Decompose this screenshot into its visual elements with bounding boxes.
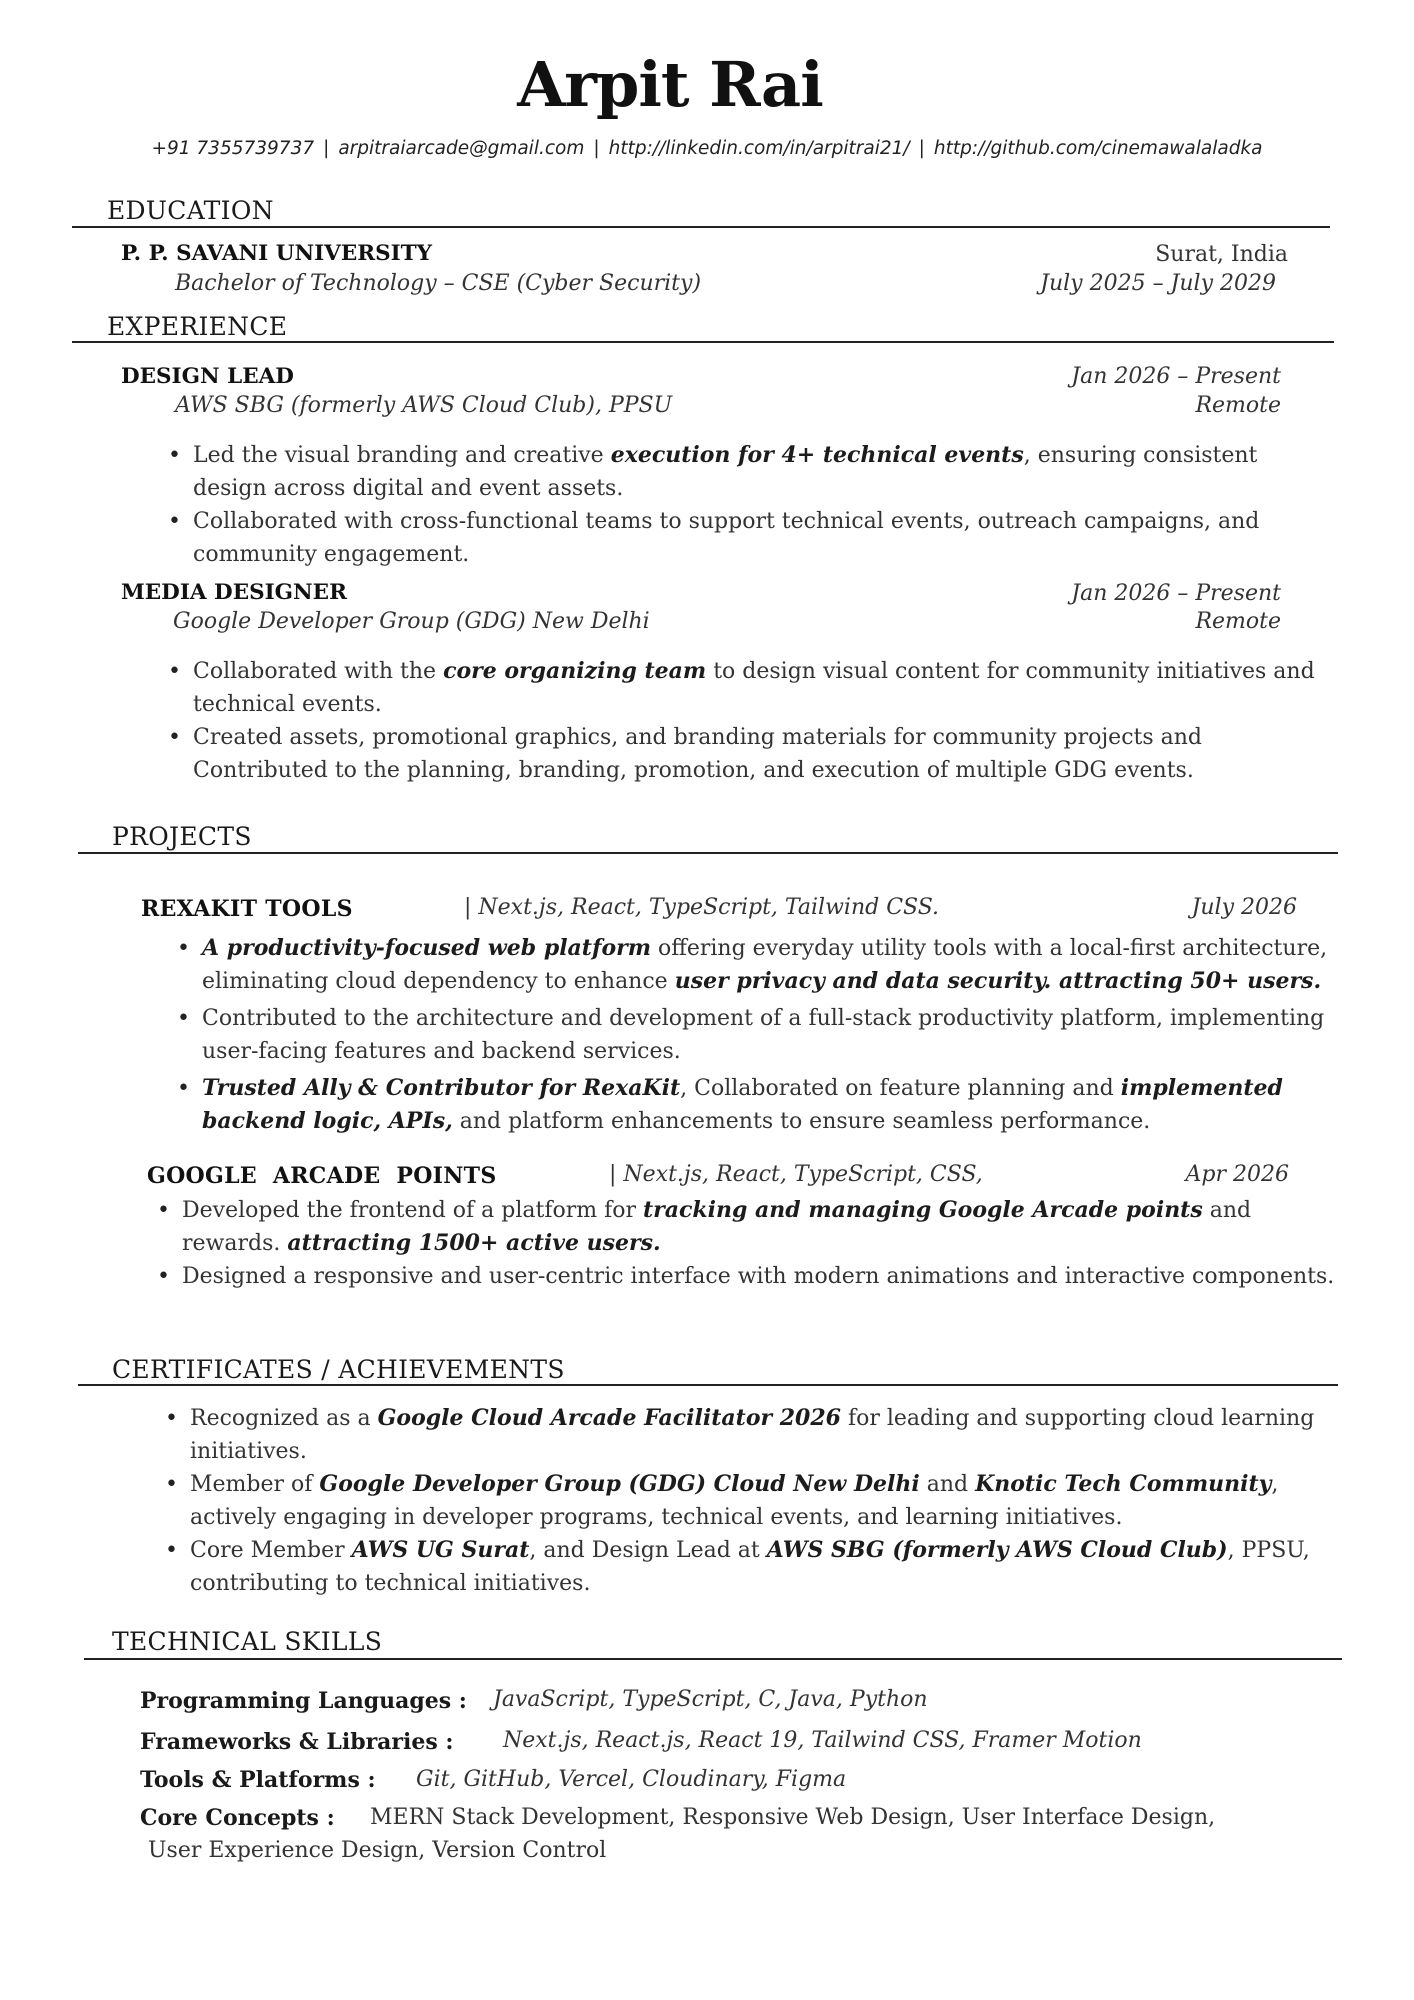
list-item: • Designed a responsive and user-centric interface with modern animations and interactive components. <box>151 1260 1341 1293</box>
contact-line <box>0 138 1414 159</box>
project-date: July 2026 <box>1191 895 1297 920</box>
section-heading-skills: TECHNICAL SKILLS <box>112 1627 383 1656</box>
separator: | <box>593 138 600 159</box>
list-item: • A productivity-focused web platform offering everyday utility tools with a local-first architecture, eliminating cloud dependency to enhance user privacy and data security. attracting 50+ users. <box>171 932 1386 998</box>
separator: | <box>918 138 925 159</box>
skill-label-languages: Programming Languages : <box>140 1688 467 1714</box>
separator: | <box>323 138 330 159</box>
education-dates: July 2025 – July 2029 <box>1040 271 1276 296</box>
section-divider <box>84 1658 1342 1660</box>
job-mode: Remote <box>1195 609 1281 634</box>
section-heading-education: EDUCATION <box>107 196 274 225</box>
resume-name: Arpit Rai <box>517 48 823 121</box>
project-date: Apr 2026 <box>1185 1162 1289 1187</box>
list-item: • Developed the frontend of a platform for tracking and managing Google Arcade points and rewards. attracting 1500+ active users. <box>151 1194 1341 1260</box>
job-dates: Jan 2026 – Present <box>1071 581 1281 606</box>
section-divider <box>72 341 1334 343</box>
phone: +91 7355739737 <box>151 138 315 159</box>
project-title: GOOGLE ARCADE POINTS <box>147 1163 497 1189</box>
project-title: REXAKIT TOOLS <box>141 896 353 922</box>
linkedin-link[interactable]: http://linkedin.com/in/arpitrai21/ <box>608 138 910 159</box>
section-heading-certificates: CERTIFICATES / ACHIEVEMENTS <box>112 1355 565 1384</box>
section-divider <box>78 1384 1338 1386</box>
skill-label-frameworks: Frameworks & Libraries : <box>140 1729 454 1755</box>
list-item: • Created assets, promotional graphics, and branding materials for community projects and Contributed to the planning, branding, promotion, and execution of multiple GDG events. <box>162 721 1334 787</box>
section-heading-experience: EXPERIENCE <box>107 312 288 341</box>
section-divider <box>78 852 1338 854</box>
github-link[interactable]: http://github.com/cinemawalaladka <box>933 138 1263 159</box>
project-bullets <box>171 932 1386 1138</box>
list-item: • Collaborated with cross-functional teams to support technical events, outreach campaigns, and community engagement. <box>162 505 1332 571</box>
job-dates: Jan 2026 – Present <box>1071 364 1281 389</box>
list-item: • Member of Google Developer Group (GDG) Cloud New Delhi and Knotic Tech Community, actively engaging in developer programs, technical events, and learning initiatives. <box>159 1468 1339 1534</box>
skill-value-concepts-continued: User Experience Design, Version Control <box>148 1838 607 1863</box>
section-divider <box>72 226 1330 228</box>
skill-label-concepts: Core Concepts : <box>140 1805 335 1831</box>
certificate-bullets <box>159 1402 1339 1600</box>
skill-label-tools: Tools & Platforms : <box>140 1767 376 1793</box>
job-organization: AWS SBG (formerly AWS Cloud Club), PPSU <box>175 393 673 418</box>
project-bullets <box>151 1194 1341 1293</box>
list-item: • Recognized as a Google Cloud Arcade Facilitator 2026 for leading and supporting cloud learning initiatives. <box>159 1402 1339 1468</box>
project-tech-stack: | Next.js, React, TypeScript, CSS, <box>609 1162 983 1187</box>
email-link[interactable]: arpitraiarcade@gmail.com <box>338 138 585 159</box>
section-heading-projects: PROJECTS <box>112 822 252 851</box>
skill-value-concepts: MERN Stack Development, Responsive Web Design, User Interface Design, <box>370 1805 1216 1830</box>
school-name: P. P. SAVANI UNIVERSITY <box>121 241 433 266</box>
list-item: • Collaborated with the core organizing team to design visual content for community initiatives and technical events. <box>162 655 1334 721</box>
list-item: • Contributed to the architecture and development of a full-stack productivity platform, implementing user-facing features and backend services. <box>171 1002 1386 1068</box>
skill-value-frameworks: Next.js, React.js, React 19, Tailwind CSS, Framer Motion <box>503 1728 1142 1753</box>
school-location: Surat, India <box>1155 242 1288 267</box>
skill-value-tools: Git, GitHub, Vercel, Cloudinary, Figma <box>416 1767 847 1792</box>
job-title: MEDIA DESIGNER <box>121 580 347 605</box>
job-organization: Google Developer Group (GDG) New Delhi <box>173 609 650 634</box>
list-item: • Core Member AWS UG Surat, and Design Lead at AWS SBG (formerly AWS Cloud Club), PPSU, contributing to technical initiatives. <box>159 1534 1339 1600</box>
project-tech-stack: | Next.js, React, TypeScript, Tailwind CSS. <box>464 895 939 920</box>
job-bullets <box>162 655 1334 787</box>
job-title: DESIGN LEAD <box>121 364 294 389</box>
job-bullets <box>162 439 1332 571</box>
list-item: • Trusted Ally & Contributor for RexaKit, Collaborated on feature planning and implemented backend logic, APIs, and platform enhancements to ensure seamless performance. <box>171 1072 1386 1138</box>
degree: Bachelor of Technology – CSE (Cyber Security) <box>175 271 702 296</box>
skill-value-languages: JavaScript, TypeScript, C, Java, Python <box>493 1687 928 1712</box>
list-item: • Led the visual branding and creative execution for 4+ technical events, ensuring consistent design across digital and event assets. <box>162 439 1332 505</box>
job-mode: Remote <box>1195 393 1281 418</box>
